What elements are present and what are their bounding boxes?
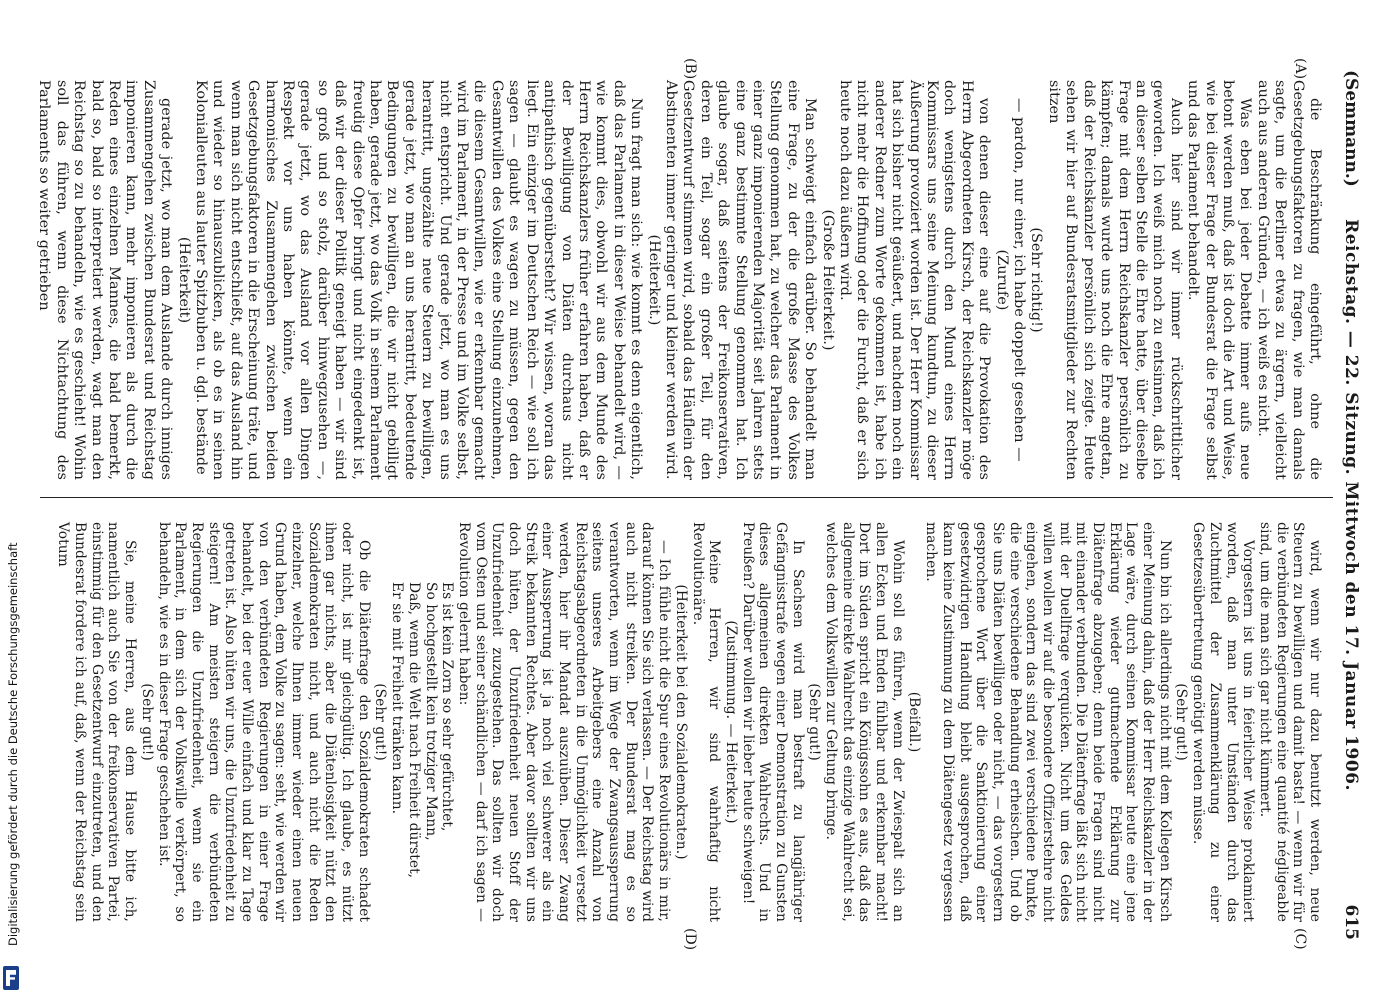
margin-mark-d: (D): [682, 928, 698, 951]
paragraph: von denen dieser eine auf die Provokation des Herrn Abgeordneten Kirsch, der Reichskanzler möge doch wenigstens durch den Mund eines Herrn Kommissars uns seine Meinung kundtun, zu dieser Äußerung provoziert worden ist. Der Herr Kommissar hat sich bisher nicht geäußert, und nachdem noch ein anderer Redner zum Worte gekommen ist, habe ich nicht mehr die Hoffnung oder die Furcht, daß er sich heute noch dazu äußern wird.: [837, 80, 993, 480]
interjection: (Sehr richtig!): [1028, 227, 1045, 333]
paragraph: wird, wenn wir nur dazu benutzt werden, neue Steuern zu bewilligen und damit basta! — wenn wir für die verbündeten Regierungen eine quantité négligeable sind, um die man sich gar nicht kümmert.: [1256, 522, 1323, 922]
interjection: (Sehr gut!): [1173, 683, 1190, 761]
interjection: (Heiterkeit): [175, 236, 192, 324]
left-column: [35, 80, 1323, 480]
interjection: (Zustimmung. — Heiterkeit.): [722, 620, 739, 824]
paragraph: Man schweigt einfach darüber. So behandelt man eine Frage, zu der die große Masse des Volkes Stellung genommen hat, zu welcher das Parlament in einer ganz imponierenden Majorität seit Jahren stets eine ganz bestimmte Stellung genommen hat. Ich glaube sogar, daß seitens der Freikonservativen, deren ein Teil, sogar ein großer Teil, für den Gesetzentwurf stimmen wird, sobald das Häuflein der Abstinenten immer geringer und kleiner werden wird.: [662, 80, 819, 480]
margin-mark-a: (A): [1292, 58, 1308, 80]
paragraph: Wohin soll es führen, wenn der Zwiespalt sich an allen Ecken und Enden fühlbar und erkennbar macht! Dort im Süden spricht ein Königssohn es aus, daß das allgemeine direkte Wahlrecht das einzige Wahlrecht sei, welches dem Volkswillen zur Geltung bringe.: [823, 522, 906, 922]
paragraph: Meine Herren, wir sind wahrhaftig nicht Revolutionäre.: [689, 522, 723, 922]
interjection: (Sehr gut!): [806, 683, 823, 761]
speaker-name: (Semmann.): [1341, 70, 1361, 187]
interjection: (Sehr gut!): [372, 683, 389, 761]
verse-line: Daß, wenn die Welt nach Freiheit dürstet,: [405, 582, 422, 879]
page-title: Reichstag. — 22. Sitzung. Mittwoch den 17. Januar 1906.: [1341, 219, 1361, 791]
paragraph: Was eben bei jeder Debatte immer aufs neue betont werden muß, daß ist doch die Art und Weise, wie bei dieser Frage der Bundesrat die Frage selbst und das Parlament behandelt.: [1185, 80, 1254, 480]
dfg-logo-icon: [3, 966, 19, 990]
paragraph: die Beschränkung eingeführt, ohne die Gesetzgebungsfaktoren zu fragen, wie man damals sagte, um die Berliner etwas zu ärgern, vielleicht auch aus anderen Gründen, — ich weiß es nicht.: [1254, 80, 1323, 480]
interjection: (Sehr gut!): [138, 683, 155, 761]
column-divider: [40, 497, 1333, 498]
paragraph: Auch hier sind wir immer rückschrittlicher geworden. Ich weiß mich noch zu entsinnen, daß ich an dieser selben Stelle die Ehre hatte, über dieselbe Frage mit dem Herrn Reichskanzler persönlich zu kämpfen; damals wurde uns noch die Ehre angetan, daß der Reichskanzler persönlich sich zeigte. Heute sehen wir hier auf Bundesratsmitglieder zur Rechten sitzen: [1045, 80, 1184, 480]
paragraph: Vorgestern ist uns in feierlicher Weise proklamiert worden, daß man unter Umständen durch das Zuchtmittel der Zusammenklärung zu einer Gesetzesübertretung genötigt werden müsse.: [1190, 522, 1257, 922]
paragraph: Ob die Diätenfrage den Sozialdemokraten schadet oder nicht, ist mir gleichgültig. Ich glaube, es nützt ihnen gar nichts, aber die Diätenlosigkeit nützt den Sozialdemokraten nicht, und auch nicht die Reden einzelner, welche Ihnen immer wieder einen neuen Grund haben, dem Volke zu sagen: seht, wie werden wir von den verbündeten Regierungen in einer Frage behandelt, bei der euer Wille einfach und klar zu Tage getreten ist. Also hüten wir uns, die Unzufriedenheit zu steigern! Am meisten steigern die verbündeten Regierungen die Unzufriedenheit, wenn sie ein Parlament, in dem sich der Volkswille verkörpert, so behandeln, wie es in dieser Frage geschehen ist.: [155, 522, 372, 922]
paragraph: — Ich fühle nicht die Spur eines Revolutionärs in mir, darauf können Sie sich verlassen. — Der Reichstag wird auch nicht streiken. Der Bundesrat mag es so verantworten, wenn im Wege der Zwangsaussperrung seitens unseres Arbeitgebers eine Anzahl von Reichstagsabgeordneten in die Unmöglichkeit versetzt werden, hier ihr Mandat auszuüben. Dieser Zwang einer Aussperrung ist ja noch viel schwerer als ein Streik bekannten Rechtes. Aber davor sollten wir uns doch hüten, der Unzufriedenheit neuen Stoff der Unzufriedenheit zuzugestehen. Das sollten wir doch vom Osten und seiner schändlichen — darf ich sagen — Revolution gelernt haben:: [455, 522, 673, 922]
paragraph: gerade jetzt, wo man dem Auslande durch inniges Zusammengehen zwischen Bundesrat und Reichstag imponieren kann, mehr imponieren als durch die Reden eines einzelnen Mannes, die bald bemerkt, bald so, bald so interpretiert werden, wagt man den Reichstag so zu behandeln, wie es geschieht! Wohin soll das führen, wenn diese Nichtachtung des Parlaments so weiter getrieben: [36, 80, 175, 480]
running-header: [1331, 70, 1361, 940]
verse-line: So hochgestellt kein trotziger Mann,: [422, 582, 439, 841]
margin-mark-b: (B): [682, 58, 698, 80]
paragraph: Nun bin ich allerdings nicht mit dem Kollegen Kirsch einer Meinung dahin, daß der Herr Reichskanzler in der Lage wäre, durch seinen Kommissar heute eine jene Erklärung wieder gutmachende Erklärung zur Diätenfrage abzugeben; denn beide Fragen sind nicht mit einander verbunden. Die Diätenfrage läßt sich nicht mit der Duellfrage verquicken. Nicht um des Geldes willen wollen wir auf die besondere Offizierstehre nicht eingehen, sondern das sind zwei verschiedene Punkte, die eine verschiedene Behandlung erheischen. Und ob Sie uns Diäten bewilligen oder nicht, — das vorgestern gesprochene Wort über die Sanktionierung einer gesetzwidrigen Handlung bleibt ausgesprochen, daß kann keine Zustimmung zu dem Diätengesetz vergessen machen.: [923, 522, 1173, 922]
digitization-credit: [6, 0, 20, 1000]
paragraph: — pardon, nur einer, ich habe doppelt gesehen —: [1011, 98, 1028, 462]
verse-line: Es ist kein Zorn so sehr gefürchtet,: [439, 582, 456, 832]
interjection: (Heiterkeit.): [645, 234, 662, 326]
page-number: 615: [1341, 904, 1361, 940]
right-column: [55, 522, 1323, 922]
credit-text: Digitalisierung gefördert durch die Deutsche Forschungsgemeinschaft: [6, 542, 20, 946]
interjection: (Heiterkeit bei den Sozialdemokraten.): [672, 584, 689, 860]
interjection: (Beifall.): [906, 691, 923, 753]
paragraph: Nun fragt man sich: wie kommt es denn eigentlich, daß das Parlament in dieser Weise behandelt wird, — wie kommt dies, obwohl wir aus dem Munde des Herrn Reichskanzlers früher erfahren haben, daß er der Bewilligung von Diäten durchaus nicht antipathisch gegenübersteht? Wir wissen, woran das liegt. Ein einziger im Deutschen Reich — wie soll ich sagen — glaubt es wagen zu müssen, gegen den Gesamtwillen des Volkes eine Stellung einzunehmen, die diesem Gesamtwillen, wie er erkennbar gemacht wird im Parlament, in der Presse und im Volke selbst, nicht entspricht. Und gerade jetzt, wo man es uns herantritt, ungezählte neue Steuern zu bewilligen, gerade jetzt, wo man an uns herantritt, bedeutende Bedingungen zu bewilligen, die wir nicht gebilligt haben, gerade jetzt, wo das Volk in seinem Parlament freudig diese Opfer bringt und nicht eingedenkt ist, daß wir der dieser Politik geneigt haben — wir sind so groß und so stolz, darüber hinwegzusehen —, gerade jetzt, wo das Ausland vor allen Dingen Respekt vor uns haben könnte, wenn ein harmonisches Zusammengehen zwischen beiden Gesetzgebungsfaktoren in die Erscheinung träte, und wenn man sich nicht entschließt, auf das Ausland hin und wieder so hinauszublicken, als ob es in seinen Kolonialleuten aus lauter Spitzbuben u. dgl. bestände: [193, 80, 645, 480]
paragraph: In Sachsen wird man bestraft zu langjähriger Gefängnisstrafe wegen einer Demonstration zu Gunsten dieses allgemeinen direkten Wahlrechts. Und in Preußen? Darüber wollen wir lieber heute schweigen!: [739, 522, 806, 922]
verse-line: Er sie mit Freiheit tränken kann.: [389, 582, 406, 815]
paragraph: Sie, meine Herren, aus dem Hause bitte ich, namentlich auch Sie von der freikonservativen Partei, einstimmig für den Gesetzentwurf einzutreten, und den Bundesrat fordere ich auf, daß, wenn der Reichstag sein Votum: [55, 522, 139, 922]
interjection: (Zurufe): [993, 249, 1010, 311]
margin-mark-c: (C): [1292, 928, 1308, 950]
interjection: (Große Heiterkeit.): [819, 209, 836, 351]
